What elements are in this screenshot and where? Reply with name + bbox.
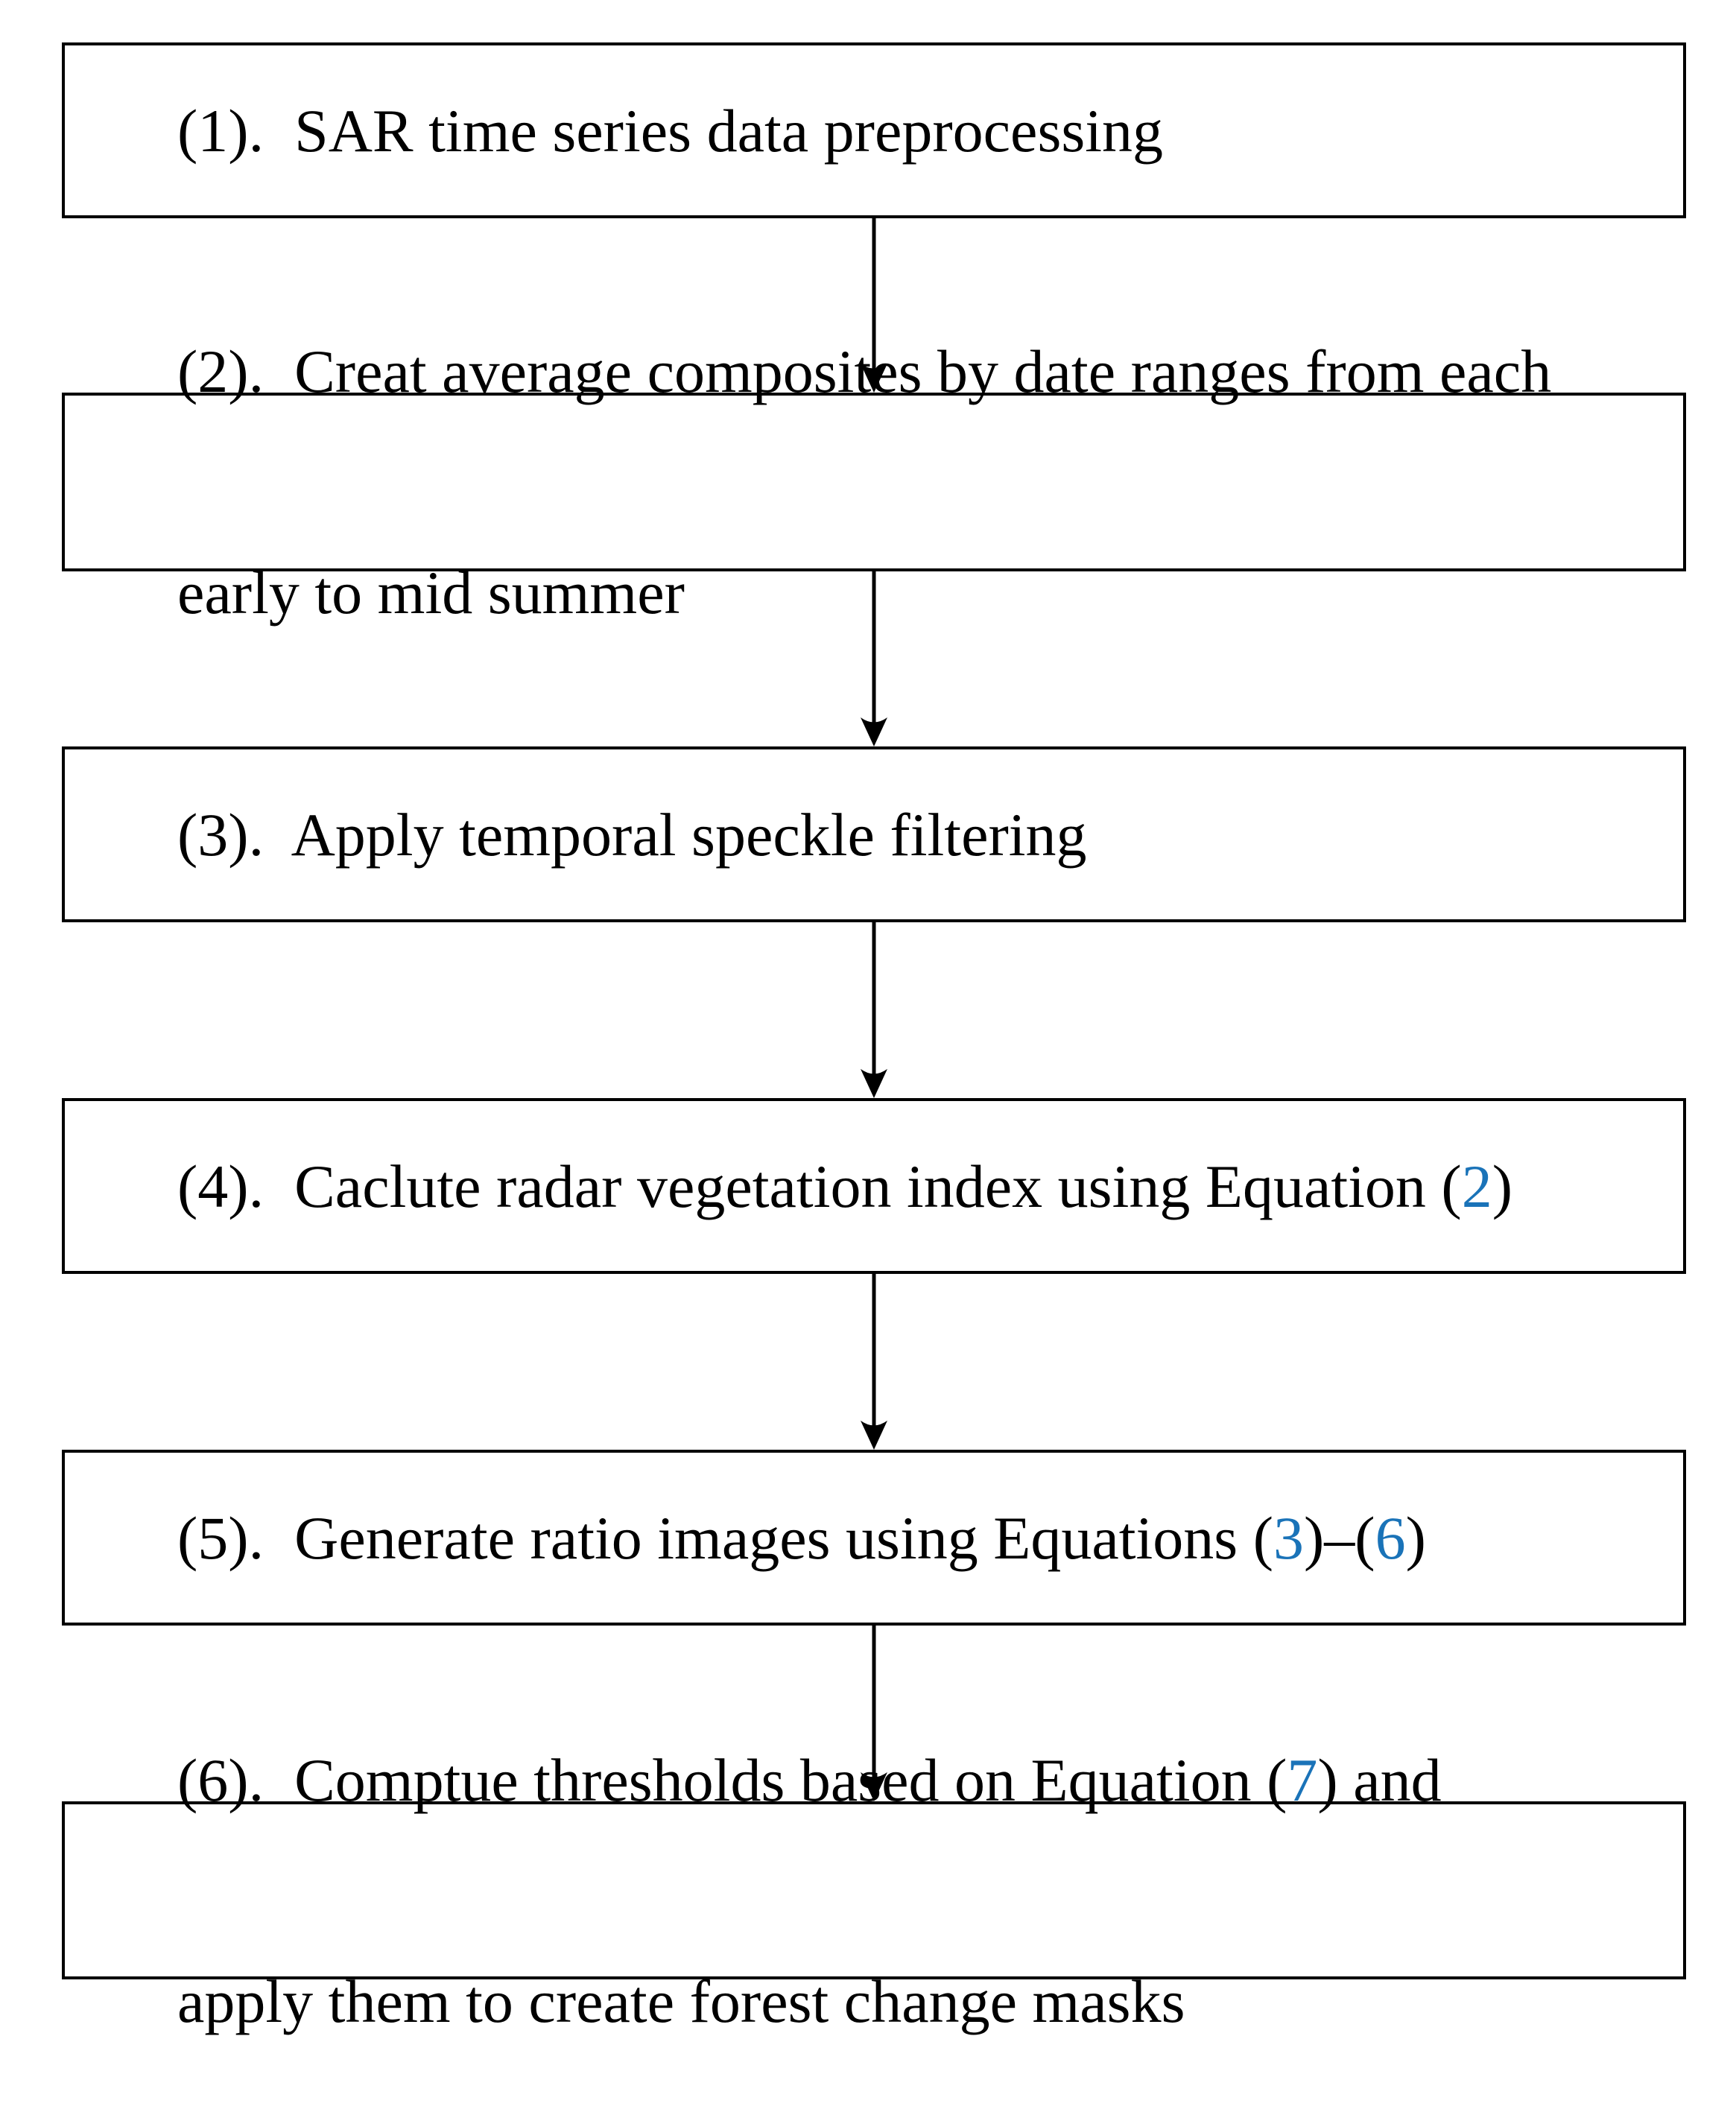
step-6-text-line-2: [86, 1891, 1668, 2112]
step-4-label-pre: (4). Caclute radar vegetation index using Equation (: [177, 1152, 1462, 1220]
step-2-label-line-1: (2). Creat average composites by date ranges from each: [177, 337, 1552, 405]
equation-ref-7-link[interactable]: 7: [1287, 1745, 1318, 1814]
step-6-text-line-1: [86, 1669, 1668, 1891]
flow-arrow-2: [858, 571, 890, 746]
step-1-label: (1). SAR time series data preprocessing: [177, 96, 1164, 165]
equation-ref-3-link[interactable]: 3: [1273, 1503, 1304, 1572]
step-4-label-post: ): [1492, 1152, 1513, 1220]
equation-ref-6-link[interactable]: 6: [1375, 1503, 1406, 1572]
step-5-box: [62, 1450, 1686, 1626]
step-2-box: [62, 337, 1686, 627]
step-5-text: [86, 1427, 1668, 1649]
step-1-text: [86, 20, 1668, 241]
step-3-label: (3). Apply temporal speckle filtering: [177, 800, 1087, 869]
step-4-text: [86, 1076, 1668, 1297]
step-3-box: [62, 746, 1686, 922]
equation-ref-2-link[interactable]: 2: [1461, 1152, 1492, 1220]
step-2-text-line-1: [86, 261, 1668, 482]
step-1-box: [62, 42, 1686, 218]
step-6-box: [62, 1745, 1686, 2035]
step-2-label-line-2: early to mid summer: [177, 559, 685, 627]
flow-arrow-3: [858, 922, 890, 1098]
step-4-box: [62, 1098, 1686, 1274]
step-6-label-line-2: apply them to create forest change masks: [177, 1967, 1185, 2035]
step-5-label-post: ): [1405, 1503, 1426, 1572]
flow-arrow-4: [858, 1274, 890, 1450]
step-6-label-pre: (6). Comptue thresholds based on Equation (: [177, 1745, 1287, 1814]
step-3-text: [86, 724, 1668, 945]
step-6-label-post: ) and: [1317, 1745, 1442, 1814]
step-5-label-mid: )–(: [1304, 1503, 1375, 1572]
step-5-label-pre: (5). Generate ratio images using Equations (: [177, 1503, 1273, 1572]
